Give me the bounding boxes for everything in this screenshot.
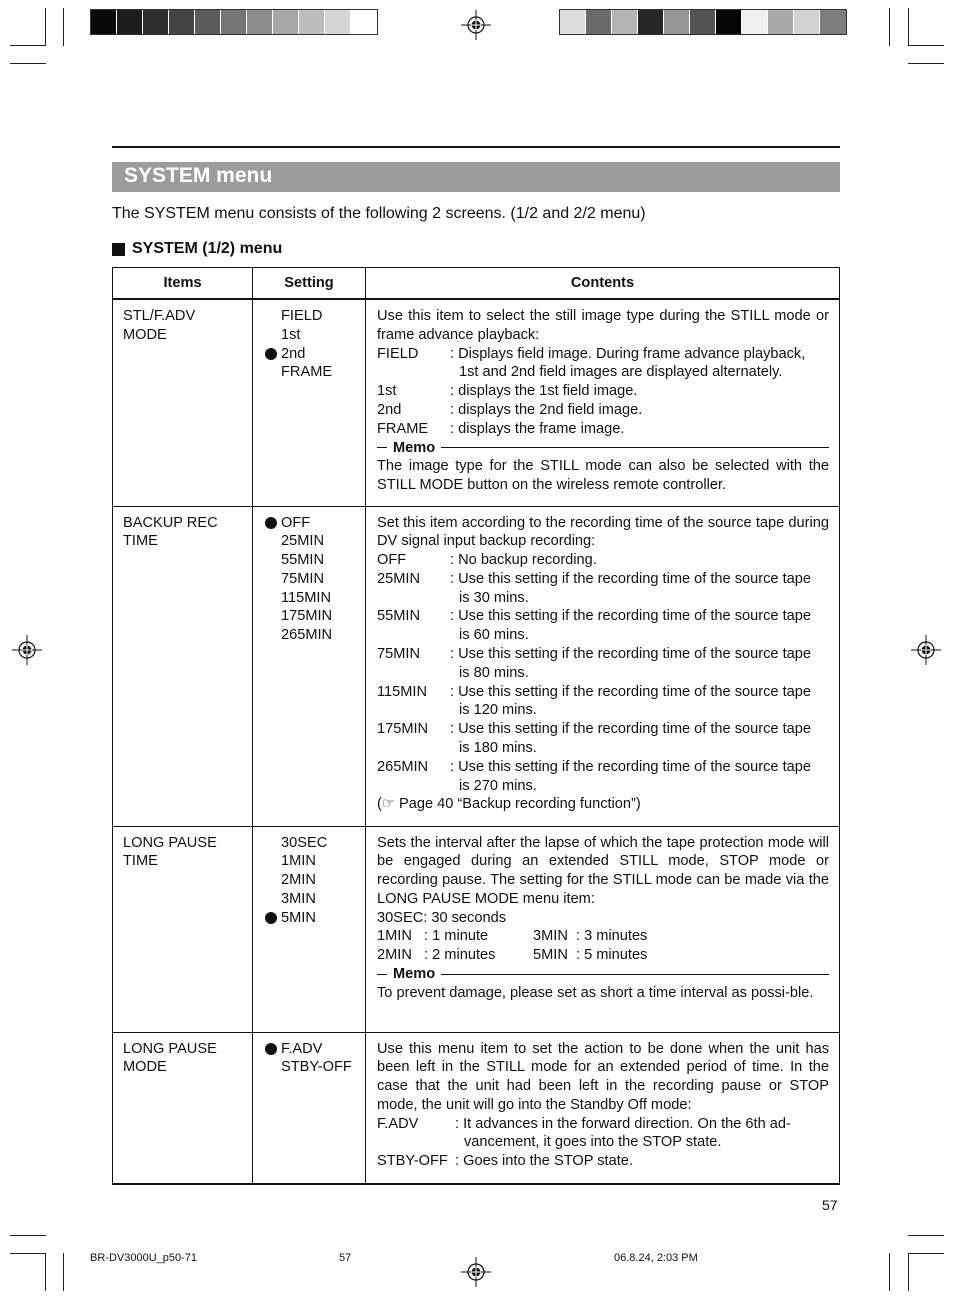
option-list (377, 345, 829, 439)
section-title-bar (112, 162, 840, 192)
option-description: 25MIN : Use this setting if the recording time of the source tape is 30 mins. (377, 570, 811, 606)
color-swatch (768, 10, 794, 34)
color-swatch (351, 10, 377, 34)
setting-cell (253, 1032, 366, 1184)
option-list (377, 1115, 829, 1171)
page-reference: (☞ Page 40 “Backup recording function”) (377, 796, 641, 813)
option-description: 265MIN : Use this setting if the recording time of the source tape is 270 mins. (377, 758, 811, 794)
option-description: FIELD : Displays field image. During frame advance playback, 1st and 2nd field images are displayed alternately. (377, 345, 806, 381)
option-description: FRAME : displays the frame image. (377, 420, 625, 437)
setting-cell (253, 506, 366, 826)
item-cell: STL/F.ADV MODE (113, 299, 253, 506)
default-bullet-icon (265, 1043, 277, 1055)
default-bullet-icon (265, 912, 277, 924)
registration-mark-icon (461, 10, 491, 40)
color-swatch (143, 10, 169, 34)
column-header-contents: Contents (366, 268, 840, 300)
item-cell: LONG PAUSE MODE (113, 1032, 253, 1184)
color-bar-left (90, 9, 378, 35)
color-bar-right (559, 9, 847, 35)
setting-option: 2MIN (281, 872, 316, 889)
color-swatch (195, 10, 221, 34)
memo-text: The image type for the STILL mode can also be selected with the STILL MODE button on the wireless remote controller. (377, 458, 829, 494)
option-list (377, 551, 829, 795)
color-swatch (586, 10, 612, 34)
contents-cell: Set this item according to the recording time of the source tape during DV signal input backup recording: OFF : No backup recording. 25MIN : Use this setting if the recording time of the source tape is 30 mins. 55MIN : Use this setting if the recording time of the source tape is 60 mins. 75MIN : Use this setting if the recording time of the source tape is 80 mins. 115MIN : Use this setting if the recording time of the source tape is 120 mins. 175MIN : Use this setting if the recording time of the source tape is 180 mins. 265MIN : Use this setting if the recording time of the source tape is 270 mins. (☞ Page 40 “Backup recording function”) (366, 506, 840, 826)
subheading-text: SYSTEM (1/2) menu (132, 240, 283, 257)
setting-option: 2nd (265, 345, 365, 364)
footer-left: BR-DV3000U_p50-71 (90, 1252, 198, 1264)
color-swatch (794, 10, 820, 34)
intro-text: The SYSTEM menu consists of the following 2 screens. (1/2 and 2/2 menu) (112, 205, 646, 222)
column-header-items: Items (113, 268, 253, 300)
settings-table (112, 267, 840, 1185)
column-header-setting: Setting (253, 268, 366, 300)
setting-cell (253, 826, 366, 1032)
option-description: OFF : No backup recording. (377, 552, 597, 569)
color-swatch (273, 10, 299, 34)
registration-mark-icon (911, 635, 941, 665)
setting-option: 1st (281, 326, 301, 343)
setting-option: FIELD (281, 308, 323, 324)
setting-option: 30SEC (281, 834, 328, 851)
item-cell: BACKUP REC TIME (113, 506, 253, 826)
setting-cell (253, 299, 366, 506)
setting-option: 55MIN (281, 552, 324, 569)
setting-option: FRAME (281, 364, 333, 381)
setting-option: 1MIN (281, 853, 316, 870)
option-description: 2nd : displays the 2nd field image. (377, 401, 643, 418)
color-swatch (560, 10, 586, 34)
setting-option: 175MIN (281, 608, 333, 625)
setting-option: 75MIN (281, 570, 324, 587)
setting-option: 115MIN (281, 589, 332, 606)
color-swatch (325, 10, 351, 34)
setting-option: 3MIN (281, 890, 316, 907)
memo-heading: Memo (377, 439, 829, 458)
setting-option: 25MIN (281, 533, 324, 550)
option-description: F.ADV : It advances in the forward direction. On the 6th ad- vancement, it goes into the STOP state. (377, 1115, 791, 1151)
default-bullet-icon (265, 348, 277, 360)
color-swatch (117, 10, 143, 34)
table-row (113, 826, 840, 1032)
default-bullet-icon (265, 517, 277, 529)
memo-heading: Memo (377, 965, 829, 984)
section-title: SYSTEM menu (124, 164, 273, 187)
setting-option: STBY-OFF (281, 1059, 352, 1076)
color-swatch (247, 10, 273, 34)
footer-right: 06.8.24, 2:03 PM (614, 1252, 698, 1264)
option-description: 75MIN : Use this setting if the recording time of the source tape is 80 mins. (377, 646, 811, 681)
contents-cell: Use this menu item to set the action to be done when the unit has been left in the STILL mode for an extended period of time. In the case that the unit had been left in the recording pause or STOP mode, the unit will go into the Standby Off mode: F.ADV : It advances in the forward direction. On the 6th ad- vancement, it goes into the STOP state. STBY-OFF : Goes into the STOP state. (366, 1032, 840, 1184)
footer-center: 57 (339, 1252, 352, 1264)
setting-option: OFF (265, 514, 365, 533)
option-description: 175MIN : Use this setting if the recording time of the source tape is 180 mins. (377, 721, 811, 757)
item-cell: LONG PAUSE TIME (113, 826, 253, 1032)
option-description: 1st : displays the 1st field image. (377, 383, 638, 400)
memo-text: To prevent damage, please set as short a time interval as possi-ble. (377, 984, 814, 1001)
top-rule (112, 146, 840, 148)
square-bullet-icon (112, 243, 125, 256)
color-swatch (742, 10, 768, 34)
color-swatch (638, 10, 664, 34)
color-swatch (612, 10, 638, 34)
contents-cell: Use this item to select the still image type during the STILL mode or frame advance playback: FIELD : Displays field image. During frame advance playback, 1st and 2nd field images are displayed alternately. 1st : displays the 1st field image. 2nd : displays the 2nd field image. FRAME : displays the frame image. Memo The image type for the STILL mode can also be selected with the STILL MODE button on the wireless remote controller. (366, 299, 840, 506)
color-swatch (664, 10, 690, 34)
option-description: 55MIN : Use this setting if the recording time of the source tape is 60 mins. (377, 608, 811, 644)
contents-cell: Sets the interval after the lapse of which the tape protection mode will be engaged during an extended STILL mode, STOP mode or recording pause. The setting for the STILL mode can be made via the LONG PAUSE MODE menu item: 30SEC: 30 seconds 1MIN : 1 minute 3MIN : 3 minutes 2MIN : 2 minutes 5MIN : 5 minutes Memo To prevent damage, please set as short a time interval as possi-ble. (366, 826, 840, 1032)
registration-mark-icon (12, 635, 42, 665)
color-swatch (716, 10, 742, 34)
color-swatch (221, 10, 247, 34)
setting-option: F.ADV (265, 1040, 365, 1059)
color-swatch (299, 10, 325, 34)
color-swatch (690, 10, 716, 34)
color-swatch (91, 10, 117, 34)
table-row (113, 299, 840, 506)
table-row (113, 506, 840, 826)
page-number: 57 (822, 1197, 838, 1213)
setting-option: 5MIN (265, 909, 365, 928)
registration-mark-icon (461, 1257, 491, 1287)
table-header-row (113, 268, 840, 300)
option-description: 115MIN : Use this setting if the recording time of the source tape is 120 mins. (377, 683, 811, 719)
setting-option: 265MIN (281, 627, 333, 644)
table-row (113, 1032, 840, 1184)
color-swatch (169, 10, 195, 34)
subheading (112, 240, 282, 258)
option-description: STBY-OFF : Goes into the STOP state. (377, 1153, 633, 1170)
color-swatch (820, 10, 846, 34)
